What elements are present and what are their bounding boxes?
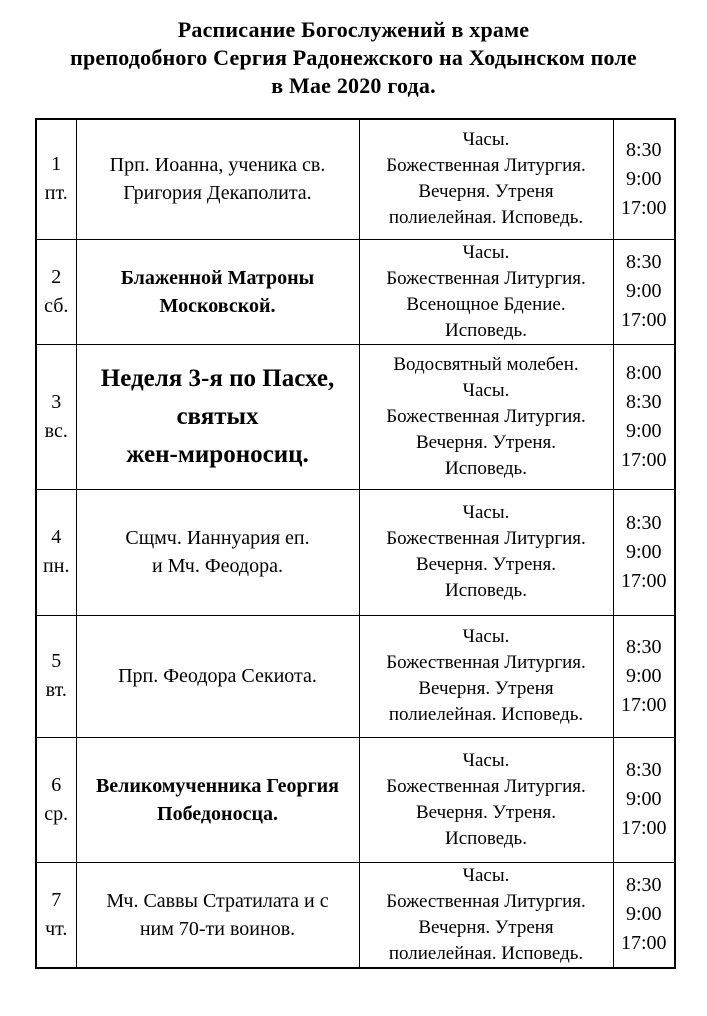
text-line: Часы. [462, 502, 510, 523]
times-cell [613, 344, 675, 489]
services-cell [359, 862, 613, 968]
text-line: Божественная Литургия. [386, 405, 586, 427]
table-row [36, 737, 675, 862]
text-line: 8:30 [625, 635, 662, 658]
text-line: 9:00 [625, 419, 662, 442]
feast-cell [76, 489, 359, 615]
text-line: Великомученника Георгия [95, 774, 340, 797]
text-line: 9:00 [625, 280, 662, 302]
day-number: 3 [51, 390, 62, 413]
text-line: Божественная Литургия. [386, 155, 586, 177]
feast-cell [76, 344, 359, 489]
day-number: 5 [51, 650, 62, 672]
text-line: 9:00 [625, 540, 662, 563]
table-row [36, 239, 675, 344]
weekday-label: пт. [44, 182, 68, 205]
text-line: жен-мироносиц. [126, 440, 309, 468]
feast-cell [76, 119, 359, 239]
feast-cell [76, 862, 359, 968]
text-line: 9:00 [625, 788, 662, 810]
text-line: в Мае 2020 года. [271, 73, 436, 98]
table-row [36, 862, 675, 968]
text-line: Победоносца. [157, 802, 278, 825]
text-line: полиелейная. Исповедь. [388, 942, 584, 964]
text-line: Вечерня. Утреня. [415, 554, 557, 575]
text-line: Часы. [462, 129, 510, 151]
text-line: Сщмч. Ианнуария еп. [125, 527, 310, 549]
text-line: полиелейная. Исповедь. [388, 207, 584, 229]
text-line: 8:30 [625, 390, 662, 413]
text-line: Вечерня. Утреня [418, 181, 554, 203]
text-line: Вечерня. Утреня. [415, 431, 557, 453]
table-row [36, 119, 675, 239]
weekday-label: пн. [43, 555, 70, 577]
text-line: 17:00 [620, 196, 667, 219]
day-cell [36, 239, 76, 344]
text-line: Всенощное Бдение. [406, 293, 566, 315]
services-cell [359, 737, 613, 862]
text-line: Григория Декаполита. [123, 182, 312, 205]
times-cell [613, 737, 675, 862]
times-cell [613, 862, 675, 968]
text-line: Расписание Богослужений в храме [177, 17, 530, 42]
services-cell [359, 239, 613, 344]
text-line: Божественная Литургия. [386, 775, 586, 797]
text-line: Вечерня. Утреня [418, 678, 554, 699]
times-cell [613, 489, 675, 615]
day-number: 7 [51, 888, 62, 911]
services-cell [359, 489, 613, 615]
text-line: 8:30 [625, 511, 662, 534]
day-cell [36, 119, 76, 239]
day-cell [36, 344, 76, 489]
text-line: Прп. Иоанна, ученика св. [109, 154, 326, 177]
text-line: святых [176, 402, 259, 430]
text-line: 8:30 [625, 874, 662, 896]
text-line: Блаженной Матроны [120, 266, 315, 289]
text-line: Часы. [462, 749, 510, 771]
text-line: 17:00 [620, 448, 667, 471]
text-line: 9:00 [625, 664, 662, 687]
day-number: 2 [51, 265, 62, 288]
day-number: 6 [51, 773, 62, 796]
feast-cell [76, 615, 359, 737]
text-line: 8:30 [625, 759, 662, 781]
schedule-table [35, 118, 676, 969]
text-line: 17:00 [620, 693, 667, 716]
services-cell [359, 119, 613, 239]
text-line: Исповедь. [445, 457, 527, 479]
text-line: 17:00 [620, 817, 667, 839]
text-line: 17:00 [620, 309, 667, 331]
day-cell [36, 862, 76, 968]
text-line: Божественная Литургия. [386, 652, 586, 673]
text-line: Вечерня. Утреня [418, 916, 554, 938]
text-line: Исповедь. [445, 827, 527, 849]
text-line: Исповедь. [445, 580, 527, 601]
weekday-label: вт. [45, 679, 67, 701]
text-line: Божественная Литургия. [386, 267, 586, 289]
text-line: 8:30 [625, 251, 662, 273]
text-line: Неделя 3-я по Пасхе, [100, 364, 335, 392]
text-line: 8:00 [625, 361, 662, 384]
text-line: Водосвятный молебен. [393, 353, 579, 375]
day-number: 4 [51, 526, 62, 548]
weekday-label: сб. [44, 294, 69, 317]
table-row [36, 615, 675, 737]
text-line: ним 70-ти воинов. [139, 917, 296, 940]
feast-cell [76, 737, 359, 862]
text-line: Божественная Литургия. [386, 528, 586, 549]
text-line: Исповедь. [445, 319, 527, 341]
text-line: 9:00 [625, 167, 662, 190]
text-line: Мч. Саввы Стратилата и с [106, 889, 329, 912]
text-line: Прп. Феодора Секиота. [118, 665, 317, 687]
table-row [36, 344, 675, 489]
page-title [6, 16, 701, 100]
weekday-label: чт. [45, 917, 68, 940]
feast-cell [76, 239, 359, 344]
times-cell [613, 119, 675, 239]
services-cell [359, 344, 613, 489]
table-row [36, 489, 675, 615]
day-cell [36, 489, 76, 615]
text-line: Часы. [462, 379, 510, 401]
text-line: полиелейная. Исповедь. [388, 704, 584, 725]
day-cell [36, 615, 76, 737]
text-line: Московской. [159, 294, 276, 317]
text-line: 17:00 [620, 569, 667, 592]
weekday-label: вс. [44, 419, 68, 442]
times-cell [613, 615, 675, 737]
text-line: 9:00 [625, 903, 662, 925]
text-line: преподобного Сергия Радонежского на Ходынском поле [70, 45, 637, 70]
text-line: 17:00 [620, 932, 667, 954]
text-line: Часы. [462, 864, 510, 886]
day-number: 1 [51, 153, 62, 176]
day-cell [36, 737, 76, 862]
text-line: Божественная Литургия. [386, 890, 586, 912]
times-cell [613, 239, 675, 344]
text-line: Часы. [462, 626, 510, 647]
text-line: Вечерня. Утреня. [415, 801, 557, 823]
text-line: и Мч. Феодора. [152, 555, 283, 577]
weekday-label: ср. [44, 802, 69, 825]
text-line: 8:30 [625, 138, 662, 161]
text-line: Часы. [462, 241, 510, 263]
services-cell [359, 615, 613, 737]
